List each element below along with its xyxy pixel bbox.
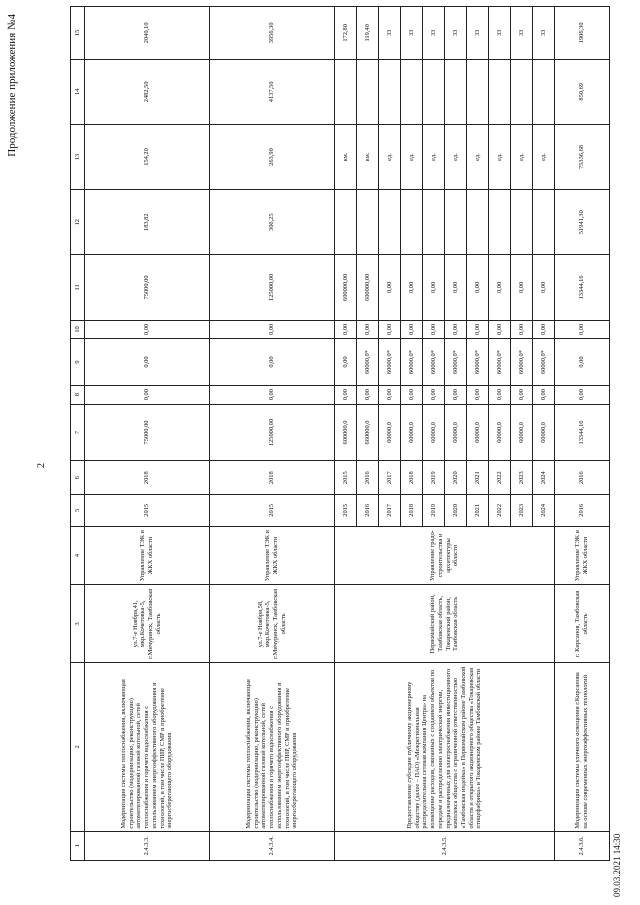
- cell: 2022: [489, 495, 511, 527]
- cell: 0,00: [210, 320, 335, 339]
- cell: 0,00: [533, 385, 555, 404]
- cell: [357, 190, 379, 255]
- cell: 0,00: [555, 320, 610, 339]
- cell: 154,20: [85, 124, 210, 189]
- cell: [467, 190, 489, 255]
- cell: 2017: [379, 461, 401, 495]
- cell: 0,00: [445, 385, 467, 404]
- row-number: 2.4.3.6.: [555, 831, 610, 860]
- cell: 660000,0: [357, 404, 379, 461]
- table-row: [85, 7, 210, 861]
- cell: 0,00: [445, 255, 467, 320]
- cell: 600000,00: [335, 255, 357, 320]
- measure-name: Предоставление субсидии публичному акционерному обществу (далее – ПАО) «Межрегиональная распределительная сетевая компания Центра» на возмещение расходов, связанных с созданием объектов по передаче и распределению электрической энергии, предназначенных для электроснабжения инвестиционного комплекса общества с ограниченной ответственностью «Тамбовская индейка» в Первомайском районе Тамбовской области и открытого акционерного общества «Токаревская птицефабрика» в Токаревском районе Тамбовской области: [335, 663, 555, 831]
- cell: 0,00: [379, 255, 401, 320]
- executor: Управление ТЭК и ЖКХ области: [210, 526, 335, 585]
- cell: 2019: [423, 495, 445, 527]
- cell: 2018: [85, 461, 210, 495]
- cell: 60000,0*: [445, 339, 467, 385]
- cell: [467, 59, 489, 124]
- cell: [357, 59, 379, 124]
- header-cell: 4: [71, 526, 85, 585]
- cell: [533, 190, 555, 255]
- cell: 60000,0*: [379, 339, 401, 385]
- header-cell: 10: [71, 320, 85, 339]
- program-table: [70, 6, 610, 861]
- table-row: [555, 7, 610, 861]
- cell: 33: [379, 7, 401, 60]
- footer-timestamp: 09.03.2021 14:30: [612, 833, 622, 897]
- cell: 60000,0: [489, 404, 511, 461]
- cell: 2021: [467, 461, 489, 495]
- cell: ед.: [401, 124, 423, 189]
- cell: 60000,0*: [357, 339, 379, 385]
- cell: 0,00: [335, 320, 357, 339]
- cell: км.: [335, 124, 357, 189]
- cell: 0,00: [511, 385, 533, 404]
- address: ул.7-е Ноября,58, мкр.Кочетовка-5, г.Мичуринск, Тамбовская область: [210, 585, 335, 663]
- cell: 33: [467, 7, 489, 60]
- cell: [489, 59, 511, 124]
- cell: 263,90: [210, 124, 335, 189]
- cell: 0,00: [489, 320, 511, 339]
- cell: 60000,0: [533, 404, 555, 461]
- cell: 2482,50: [85, 59, 210, 124]
- cell: [511, 59, 533, 124]
- header-cell: 12: [71, 190, 85, 255]
- cell: 0,00: [210, 385, 335, 404]
- cell: 2024: [533, 495, 555, 527]
- header-cell: 7: [71, 404, 85, 461]
- cell: 13344,16: [555, 255, 610, 320]
- address: Первомайский район, Тамбовская область, Токаревский район, Тамбовская область: [335, 585, 555, 663]
- cell: 183,82: [85, 190, 210, 255]
- cell: [335, 190, 357, 255]
- header-cell: 3: [71, 585, 85, 663]
- cell: 2018: [401, 495, 423, 527]
- cell: 0,00: [511, 255, 533, 320]
- header-cell: 11: [71, 255, 85, 320]
- cell: 2015: [335, 461, 357, 495]
- cell: 75336,68: [555, 124, 610, 189]
- cell: 0,00: [85, 320, 210, 339]
- cell: 2016: [555, 495, 610, 527]
- cell: 51941,30: [555, 190, 610, 255]
- cell: 600000,00: [357, 255, 379, 320]
- cell: 0,00: [511, 320, 533, 339]
- cell: 2017: [379, 495, 401, 527]
- cell: [511, 190, 533, 255]
- cell: 0,00: [379, 320, 401, 339]
- header-cell: 14: [71, 59, 85, 124]
- cell: [533, 59, 555, 124]
- cell: 33: [445, 7, 467, 60]
- cell: 2023: [511, 495, 533, 527]
- cell: [423, 59, 445, 124]
- page-number: 2: [36, 463, 47, 468]
- address: г. Кирсанов, Тамбовская область: [555, 585, 610, 663]
- address: ул.7-е Ноября,41, мкр.Кочетовка-5, г.Мичуринск, Тамбовская область: [85, 585, 210, 663]
- cell: ед.: [533, 124, 555, 189]
- cell: 2016: [357, 495, 379, 527]
- header-cell: 1: [71, 831, 85, 860]
- cell: 2040,10: [85, 7, 210, 60]
- table-row: [335, 7, 357, 861]
- cell: 60000,0*: [489, 339, 511, 385]
- table-row: [210, 7, 335, 861]
- header-cell: 8: [71, 385, 85, 404]
- cell: ед.: [445, 124, 467, 189]
- cell: 600000,0: [335, 404, 357, 461]
- cell: 13344,16: [555, 404, 610, 461]
- cell: 0,00: [423, 320, 445, 339]
- executor: Управление ТЭК и ЖКХ области: [85, 526, 210, 585]
- cell: ед.: [423, 124, 445, 189]
- cell: 850,69: [555, 59, 610, 124]
- cell: 2020: [445, 495, 467, 527]
- cell: 2024: [533, 461, 555, 495]
- cell: 33: [423, 7, 445, 60]
- cell: 125000,00: [210, 255, 335, 320]
- cell: 306,25: [210, 190, 335, 255]
- cell: 2018: [210, 461, 335, 495]
- row-number: 2.4.3.3.: [85, 831, 210, 860]
- cell: 60000,0: [423, 404, 445, 461]
- cell: 60000,0: [511, 404, 533, 461]
- cell: [489, 190, 511, 255]
- cell: 33: [489, 7, 511, 60]
- cell: 0,00: [401, 320, 423, 339]
- cell: 0,00: [85, 339, 210, 385]
- cell: 60000,0*: [423, 339, 445, 385]
- cell: 2015: [335, 495, 357, 527]
- cell: 0,00: [401, 385, 423, 404]
- header-cell: 13: [71, 124, 85, 189]
- cell: 0,00: [555, 385, 610, 404]
- measure-name: Модернизация системы теплоснабжения, включающая строительство (модернизацию, реконструкцию) автоматизированной газовой котельной, сетей теплоснабжения и горячего водоснабжения с использованием энергоэффективного оборудования и технологий, в том числе ПИР, СМР и приобретение энергосберегающего оборудования: [85, 663, 210, 831]
- cell: 0,00: [401, 255, 423, 320]
- cell: 75000,00: [85, 255, 210, 320]
- cell: 60000,0: [467, 404, 489, 461]
- cell: 2015: [85, 495, 210, 527]
- row-number: 2.4.3.4.: [210, 831, 335, 860]
- cell: 0,00: [467, 320, 489, 339]
- cell: ед.: [379, 124, 401, 189]
- cell: 0,00: [489, 255, 511, 320]
- cell: 0,00: [423, 385, 445, 404]
- cell: 2021: [467, 495, 489, 527]
- cell: 0,00: [555, 339, 610, 385]
- cell: ед.: [489, 124, 511, 189]
- cell: 0,00: [533, 320, 555, 339]
- header-cell: 15: [71, 7, 85, 60]
- cell: 60000,0*: [533, 339, 555, 385]
- cell: 2023: [511, 461, 533, 495]
- row-number: 2.4.3.5.: [335, 831, 555, 860]
- executor: Управление ТЭК и ЖКХ области: [555, 526, 610, 585]
- cell: 2022: [489, 461, 511, 495]
- cell: [401, 190, 423, 255]
- cell: 0,00: [210, 339, 335, 385]
- cell: 2020: [445, 461, 467, 495]
- cell: 2015: [210, 495, 335, 527]
- cell: 33: [533, 7, 555, 60]
- measure-name: Модернизация системы теплоснабжения, включающая строительство (модернизацию, реконструкцию) автоматизированной газовой котельной, сетей теплоснабжения и горячего водоснабжения с использованием энергоэффективного оборудования и технологий, в том числе ПИР, СМР и приобретение энергосберегающего оборудования: [210, 663, 335, 831]
- cell: 33: [401, 7, 423, 60]
- cell: 60000,0: [379, 404, 401, 461]
- cell: 0,00: [85, 385, 210, 404]
- cell: 1906,30: [555, 7, 610, 60]
- cell: 0,00: [467, 255, 489, 320]
- cell: 60000,0: [445, 404, 467, 461]
- cell: 119,40: [357, 7, 379, 60]
- header-cell: 2: [71, 663, 85, 831]
- cell: 0,00: [423, 255, 445, 320]
- cell: 0,00: [357, 320, 379, 339]
- cell: 60000,0*: [467, 339, 489, 385]
- cell: [445, 59, 467, 124]
- cell: 172,80: [335, 7, 357, 60]
- header-cell: 9: [71, 339, 85, 385]
- cell: 0,00: [489, 385, 511, 404]
- cell: 125000,00: [210, 404, 335, 461]
- cell: 0,00: [467, 385, 489, 404]
- cell: [445, 190, 467, 255]
- cell: [401, 59, 423, 124]
- cell: 2019: [423, 461, 445, 495]
- cell: 60000,0*: [511, 339, 533, 385]
- executor: Управление градо-строительства и архитектуры области: [335, 526, 555, 585]
- cell: [335, 59, 357, 124]
- cell: 0,00: [335, 339, 357, 385]
- cell: 0,00: [379, 385, 401, 404]
- cell: 60000,0*: [401, 339, 423, 385]
- cell: 2016: [357, 461, 379, 495]
- cell: 75000,00: [85, 404, 210, 461]
- header-cell: 5: [71, 495, 85, 527]
- measure-name: Модернизация системы уличного освещения г.Кирсанова на основе современных энергоэффективных технологий: [555, 663, 610, 831]
- cell: [423, 190, 445, 255]
- header-cell: 6: [71, 461, 85, 495]
- cell: [379, 59, 401, 124]
- cell: км.: [357, 124, 379, 189]
- appendix-label: Продолжение приложения №4: [6, 14, 18, 157]
- cell: 4137,50: [210, 59, 335, 124]
- cell: 0,00: [335, 385, 357, 404]
- cell: 2018: [401, 461, 423, 495]
- cell: ед.: [467, 124, 489, 189]
- cell: 0,00: [445, 320, 467, 339]
- cell: 0,00: [357, 385, 379, 404]
- cell: 33: [511, 7, 533, 60]
- header-row: [71, 7, 85, 861]
- cell: 60000,0: [401, 404, 423, 461]
- cell: [379, 190, 401, 255]
- cell: 0,00: [533, 255, 555, 320]
- cell: ед.: [511, 124, 533, 189]
- cell: 2016: [555, 461, 610, 495]
- cell: 3956,30: [210, 7, 335, 60]
